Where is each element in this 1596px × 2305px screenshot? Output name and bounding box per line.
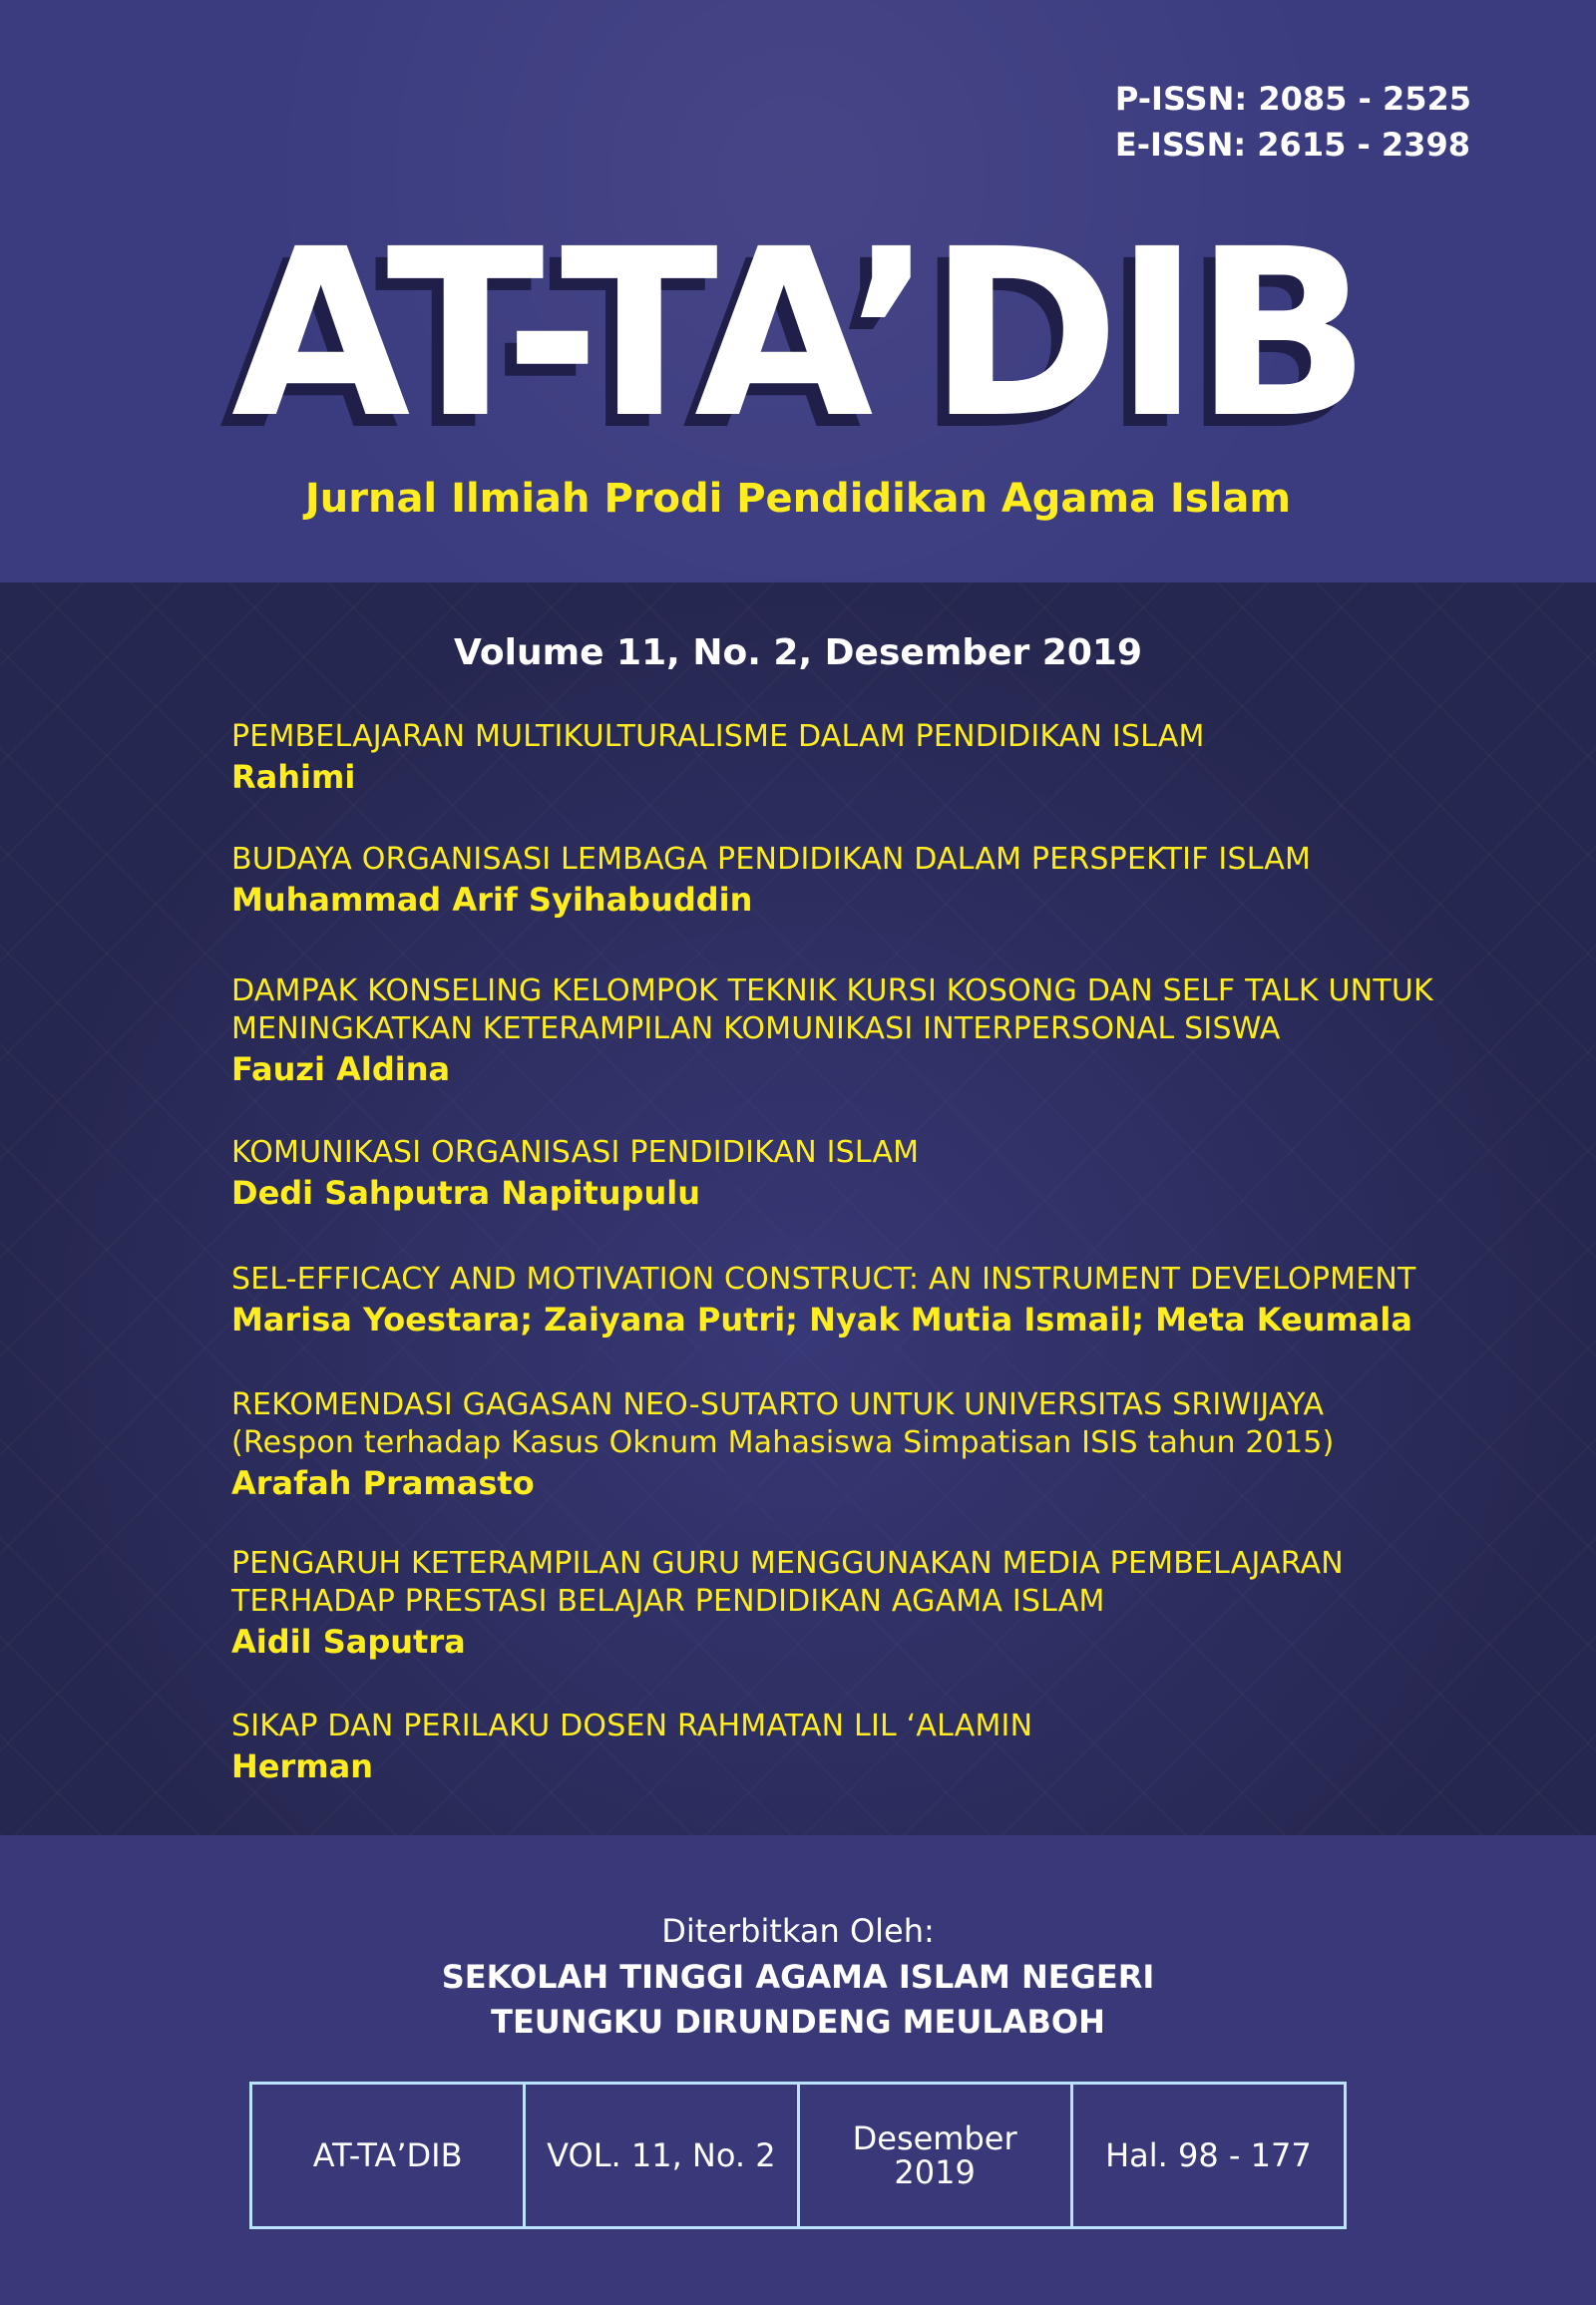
print-issn: P-ISSN: 2085 - 2525	[1114, 80, 1471, 118]
electronic-issn: E-ISSN: 2615 - 2398	[1114, 126, 1470, 164]
article-6	[231, 1386, 1528, 1504]
article-author: Rahimi	[231, 758, 356, 796]
info-date-cell	[800, 2085, 1073, 2226]
info-pages: Hal. 98 - 177	[1105, 2136, 1312, 2174]
article-author: Herman	[231, 1747, 373, 1785]
article-title-line-1: REKOMENDASI GAGASAN NEO-SUTARTO UNTUK UNIVERSITAS SRIWIJAYA	[231, 1387, 1325, 1422]
article-1	[231, 718, 1528, 798]
journal-subtitle: Jurnal Ilmiah Prodi Pendidikan Agama Islam	[304, 476, 1292, 522]
journal-title: AT-TA’DIB	[230, 199, 1366, 469]
publisher-label: Diterbitkan Oleh:	[661, 1912, 935, 1950]
article-7	[231, 1545, 1528, 1663]
article-3	[231, 972, 1528, 1090]
info-month: Desember	[852, 2119, 1017, 2157]
article-title-line-2: TERHADAP PRESTASI BELAJAR PENDIDIKAN AGAMA ISLAM	[231, 1584, 1105, 1619]
info-volume: VOL. 11, No. 2	[547, 2136, 776, 2174]
article-title: PEMBELAJARAN MULTIKULTURALISME DALAM PENDIDIKAN ISLAM	[231, 719, 1205, 754]
article-title: SEL-EFFICACY AND MOTIVATION CONSTRUCT: AN INSTRUMENT DEVELOPMENT	[231, 1262, 1416, 1297]
info-journal: AT-TA’DIB	[312, 2136, 463, 2174]
publisher-name-line-1: SEKOLAH TINGGI AGAMA ISLAM NEGERI	[441, 1958, 1155, 1996]
article-5	[231, 1261, 1528, 1341]
article-title-line-2: (Respon terhadap Kasus Oknum Mahasiswa Simpatisan ISIS tahun 2015)	[231, 1425, 1335, 1460]
info-pages-cell	[1073, 2085, 1344, 2226]
issn-block	[1115, 76, 1471, 168]
article-author: Arafah Pramasto	[231, 1464, 535, 1502]
publisher-name-line-2: TEUNGKU DIRUNDENG MEULABOH	[491, 2003, 1105, 2041]
article-author: Dedi Sahputra Napitupulu	[231, 1174, 700, 1212]
publisher-name	[0, 1955, 1596, 2045]
article-4	[231, 1134, 1528, 1214]
article-author: Marisa Yoestara; Zaiyana Putri; Nyak Mutia Ismail; Meta Keumala	[231, 1301, 1412, 1339]
info-volume-cell	[526, 2085, 799, 2226]
article-2	[231, 841, 1528, 921]
info-year: 2019	[894, 2153, 976, 2191]
article-title: SIKAP DAN PERILAKU DOSEN RAHMATAN LIL ‘ALAMIN	[231, 1709, 1033, 1743]
article-author: Aidil Saputra	[231, 1623, 466, 1661]
article-title-line-1: PENGARUH KETERAMPILAN GURU MENGGUNAKAN MEDIA PEMBELAJARAN	[231, 1546, 1344, 1581]
article-author: Muhammad Arif Syihabuddin	[231, 881, 753, 919]
article-title-line-1: DAMPAK KONSELING KELOMPOK TEKNIK KURSI KOSONG DAN SELF TALK UNTUK	[231, 973, 1433, 1008]
issue-info-table	[249, 2082, 1347, 2229]
article-title: BUDAYA ORGANISASI LEMBAGA PENDIDIKAN DALAM PERSPEKTIF ISLAM	[231, 842, 1312, 877]
volume-heading: Volume 11, No. 2, Desember 2019	[453, 632, 1142, 673]
article-title-line-2: MENINGKATKAN KETERAMPILAN KOMUNIKASI INTERPERSONAL SISWA	[231, 1011, 1281, 1046]
article-8	[231, 1708, 1528, 1787]
article-author: Fauzi Aldina	[231, 1050, 451, 1088]
info-journal-cell	[252, 2085, 526, 2226]
article-title: KOMUNIKASI ORGANISASI PENDIDIKAN ISLAM	[231, 1135, 920, 1170]
